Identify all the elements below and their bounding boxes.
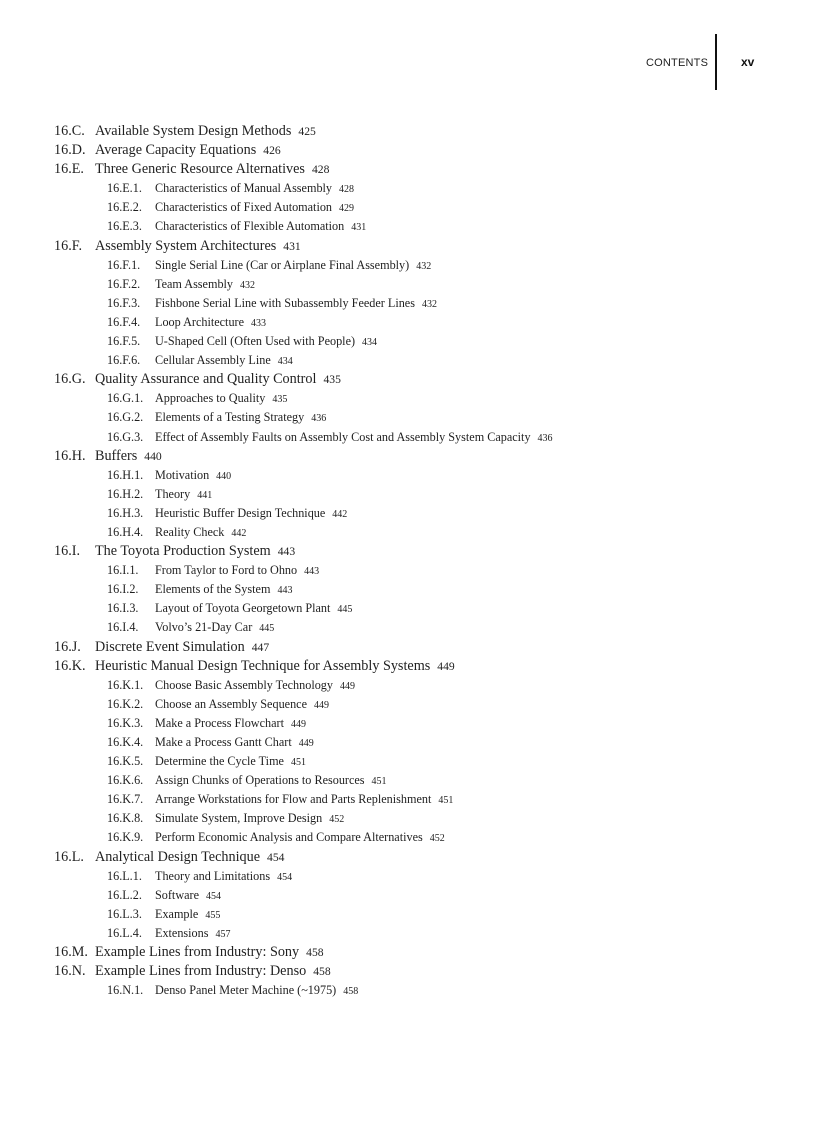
entry-number: 16.K.5. [107,754,144,769]
entry-title-line [155,695,329,715]
toc-subsection-entry [0,981,816,1000]
entry-page-number: 443 [277,585,293,597]
entry-number: 16.E.1. [107,181,142,196]
entry-page-number: 458 [343,986,359,998]
toc-section-entry [0,160,816,179]
toc-section-entry [0,447,816,466]
entry-title: Motivation [155,467,210,482]
entry-number: 16.K.8. [107,811,144,826]
entry-title: Heuristic Manual Design Technique for Assembly Systems [95,657,431,674]
entry-title: Elements of the System [155,582,271,597]
entry-page-number: 440 [144,449,162,463]
entry-title: Loop Architecture [155,314,245,329]
entry-title: Choose Basic Assembly Technology [155,677,333,692]
entry-title: Discrete Event Simulation [95,638,245,655]
entry-number: 16.L.4. [107,925,142,940]
entry-number: 16.J. [54,638,81,655]
entry-title: Layout of Toyota Georgetown Plant [155,601,331,616]
toc-subsection-entry [0,561,816,580]
entry-title: The Toyota Production System [95,543,271,560]
entry-title: Determine the Cycle Time [155,754,284,769]
entry-number: 16.K.3. [107,715,144,730]
entry-page-number: 452 [329,814,345,826]
entry-title-line [155,905,220,925]
toc-section-entry [0,943,816,962]
entry-title: Extensions [155,925,209,940]
entry-number: 16.F.2. [107,276,141,291]
entry-number: 16.K.2. [107,696,144,711]
entry-title-line [95,370,341,389]
entry-number: 16.H.3. [107,505,144,520]
entry-page-number: 443 [304,566,320,578]
entry-title-line [155,504,347,524]
entry-number: 16.I.1. [107,563,139,578]
entry-page-number: 433 [251,317,267,329]
entry-number: 16.K. [54,657,86,674]
entry-number: 16.H.1. [107,467,144,482]
entry-title-line [155,981,358,1001]
entry-number: 16.G. [54,371,86,388]
entry-title-line [155,867,292,887]
entry-page-number: 426 [263,144,281,158]
entry-title-line [155,217,366,237]
toc-subsection-entry [0,771,816,790]
entry-number: 16.M. [54,944,88,961]
entry-title: Characteristics of Flexible Automation [155,219,345,234]
entry-number: 16.G.3. [107,429,144,444]
entry-title: Quality Assurance and Quality Control [95,371,317,388]
toc-subsection-entry [0,198,816,217]
entry-number: 16.E.2. [107,200,142,215]
entry-number: 16.L.2. [107,887,142,902]
entry-title-line [95,943,324,962]
entry-number: 16.F.6. [107,353,141,368]
entry-page-number: 445 [259,623,275,635]
entry-title-line [155,256,431,276]
entry-number: 16.N. [54,963,86,980]
entry-title-line [155,714,306,734]
entry-title: Example Lines from Industry: Sony [95,944,300,961]
entry-title-line [155,599,352,619]
toc-section-entry [0,370,816,389]
toc-section-entry [0,848,816,867]
entry-title: Software [155,887,199,902]
entry-page-number: 442 [332,508,348,520]
entry-title: From Taylor to Ford to Ohno [155,563,298,578]
entry-number: 16.K.7. [107,792,144,807]
entry-number: 16.K.4. [107,735,144,749]
toc-subsection-entry [0,504,816,523]
entry-title-line [155,408,326,428]
entry-number: 16.F.3. [107,295,141,310]
entry-title-line [155,618,274,638]
entry-page-number: 449 [298,738,314,749]
entry-page-number: 428 [339,184,355,196]
entry-title-line [95,447,162,466]
entry-page-number: 454 [206,890,221,902]
toc-section-entry [0,657,816,676]
section-label: CONTENTS [646,57,709,69]
entry-title-line [95,141,281,160]
entry-title-line [95,657,455,676]
entry-title: Average Capacity Equations [95,142,257,159]
entry-page-number: 436 [311,413,327,425]
entry-title: Arrange Workstations for Flow and Parts Replenishment [155,792,432,807]
entry-title-line [95,962,331,981]
entry-title-line [155,351,293,371]
entry-title-line [155,752,306,772]
entry-page-number: 431 [283,239,301,253]
toc-section-entry [0,962,816,981]
toc-subsection-entry [0,294,816,313]
entry-title-line [95,237,301,256]
entry-number: 16.N.1. [107,983,144,998]
entry-number: 16.K.1. [107,677,144,692]
entry-page-number: 429 [339,203,355,215]
entry-title: Single Serial Line (Car or Airplane Final Assembly) [155,257,410,272]
entry-number: 16.H.4. [107,524,144,539]
entry-title: Heuristic Buffer Design Technique [155,505,326,520]
entry-title: Reality Check [155,524,225,539]
entry-title: Fishbone Serial Line with Subassembly Feeder Lines [155,295,415,310]
entry-number: 16.H. [54,447,86,464]
entry-title: Analytical Design Technique [95,848,261,865]
entry-title: Available System Design Methods [95,123,292,139]
entry-number: 16.C. [54,123,85,139]
entry-title: Assign Chunks of Operations to Resources [155,773,365,788]
entry-number: 16.I.4. [107,620,139,635]
entry-title-line [155,886,221,906]
entry-title: Characteristics of Fixed Automation [155,200,333,215]
toc-subsection-entry [0,351,816,370]
entry-title: Team Assembly [155,276,234,291]
entry-number: 16.I.2. [107,582,139,597]
toc-subsection-entry [0,332,816,351]
entry-page-number: 449 [437,659,455,673]
toc-subsection-entry [0,313,816,332]
entry-page-number: 425 [298,125,316,138]
entry-number: 16.I. [54,543,81,560]
entry-title-line [155,389,287,409]
entry-page-number: 449 [290,718,306,730]
entry-page-number: 442 [231,527,247,539]
toc-section-entry [0,638,816,657]
entry-page-number: 434 [362,337,378,349]
entry-title-line [155,313,266,333]
entry-title-line [155,523,246,543]
entry-title: Elements of a Testing Strategy [155,410,305,425]
entry-title: Effect of Assembly Faults on Assembly Cost and Assembly System Capacity [155,429,531,444]
entry-page-number: 441 [197,489,213,501]
entry-title-line [95,160,329,179]
toc-subsection-entry [0,809,816,828]
entry-title: Example [155,906,199,921]
entry-title-line [95,848,284,867]
entry-title-line [155,198,354,218]
table-of-contents [0,122,816,1000]
entry-page-number: 452 [429,833,445,845]
toc-subsection-entry [0,523,816,542]
entry-title-line [155,809,344,829]
entry-title: Assembly System Architectures [95,237,277,254]
entry-page-number: 451 [371,776,387,788]
toc-subsection-entry [0,217,816,236]
entry-title: U-Shaped Cell (Often Used with People) [155,334,356,349]
entry-page-number: 457 [215,928,231,940]
toc-subsection-entry [0,466,816,485]
toc-section-entry [0,141,816,160]
entry-page-number: 445 [337,604,353,616]
entry-title-line [155,428,553,448]
entry-page-number: 447 [251,640,270,654]
entry-number: 16.H.2. [107,486,144,501]
entry-title-line [155,332,377,352]
entry-page-number: 432 [421,298,437,310]
entry-title: Denso Panel Meter Machine (~1975) [155,983,337,998]
entry-number: 16.F.4. [107,314,141,329]
entry-title: Choose an Assembly Sequence [155,696,307,711]
entry-page-number: 443 [277,545,296,559]
entry-title: Characteristics of Manual Assembly [155,181,333,196]
entry-page-number: 431 [351,222,367,234]
entry-number: 16.E.3. [107,219,142,234]
toc-subsection-entry [0,275,816,294]
entry-title-line [155,275,255,295]
toc-subsection-entry [0,924,816,943]
toc-subsection-entry [0,485,816,504]
entry-number: 16.L.3. [107,906,142,921]
entry-number: 16.K.9. [107,830,144,845]
toc-section-entry [0,542,816,561]
entry-page-number: 458 [313,965,331,979]
entry-number: 16.G.2. [107,410,144,425]
header-divider [715,34,717,90]
entry-page-number: 449 [340,680,355,692]
page-number: xv [741,55,755,69]
entry-title-line [155,924,231,944]
toc-subsection-entry [0,733,816,752]
entry-title: Perform Economic Analysis and Compare Alternatives [155,830,423,845]
entry-page-number: 454 [267,850,285,864]
entry-page-number: 458 [306,946,324,960]
toc-subsection-entry [0,618,816,637]
entry-page-number: 449 [313,699,329,711]
toc-subsection-entry [0,599,816,618]
entry-title: Simulate System, Improve Design [155,811,323,826]
entry-title-line [155,733,314,753]
toc-subsection-entry [0,905,816,924]
entry-title: Theory and Limitations [155,868,271,883]
entry-page-number: 432 [416,260,432,272]
entry-page-number: 435 [323,373,341,387]
entry-title: Example Lines from Industry: Denso [95,963,307,980]
entry-number: 16.D. [54,142,86,159]
entry-number: 16.F.5. [107,334,141,349]
entry-number: 16.L. [54,848,84,865]
entry-title-line [155,179,354,199]
entry-title-line [155,580,292,600]
entry-title-line [155,676,355,696]
toc-subsection-entry [0,408,816,427]
toc-subsection-entry [0,256,816,275]
toc-subsection-entry [0,752,816,771]
running-head [0,34,816,94]
entry-number: 16.F.1. [107,257,141,272]
entry-page-number: 435 [272,394,288,406]
entry-page-number: 451 [290,757,306,769]
entry-title: Make a Process Gantt Chart [155,735,292,749]
entry-title-line [155,790,453,810]
entry-title: Buffers [95,447,138,464]
entry-title-line [95,638,269,657]
entry-title: Three Generic Resource Alternatives [95,161,305,178]
toc-subsection-entry [0,867,816,886]
toc-subsection-entry [0,828,816,847]
entry-number: 16.E. [54,161,84,178]
entry-title: Approaches to Quality [155,391,266,406]
entry-page-number: 454 [277,871,293,883]
toc-subsection-entry [0,580,816,599]
toc-subsection-entry [0,179,816,198]
entry-title-line [155,771,387,791]
entry-title-line [95,542,295,561]
entry-title-line [155,561,319,581]
entry-page-number: 436 [537,432,553,444]
entry-number: 16.G.1. [107,391,144,406]
entry-number: 16.L.1. [107,868,142,883]
toc-subsection-entry [0,428,816,447]
entry-title-line [95,122,316,141]
entry-title: Cellular Assembly Line [155,353,271,368]
entry-title-line [155,294,437,314]
entry-page-number: 455 [205,909,221,921]
entry-number: 16.I.3. [107,601,139,616]
entry-page-number: 432 [240,279,256,291]
entry-page-number: 428 [311,163,330,177]
entry-page-number: 451 [438,795,454,807]
entry-title: Theory [155,486,191,501]
entry-title-line [155,828,445,848]
toc-section-entry [0,122,816,141]
entry-title: Volvo’s 21-Day Car [155,620,253,635]
entry-title: Make a Process Flowchart [155,715,284,730]
toc-section-entry [0,237,816,256]
toc-subsection-entry [0,886,816,905]
entry-number: 16.K.6. [107,773,144,788]
entry-page-number: 440 [216,470,232,482]
entry-page-number: 434 [277,356,293,368]
toc-subsection-entry [0,389,816,408]
toc-subsection-entry [0,676,816,695]
entry-number: 16.F. [54,237,83,254]
toc-subsection-entry [0,714,816,733]
entry-title-line [155,485,212,505]
toc-subsection-entry [0,790,816,809]
entry-title-line [155,466,231,486]
toc-subsection-entry [0,695,816,714]
